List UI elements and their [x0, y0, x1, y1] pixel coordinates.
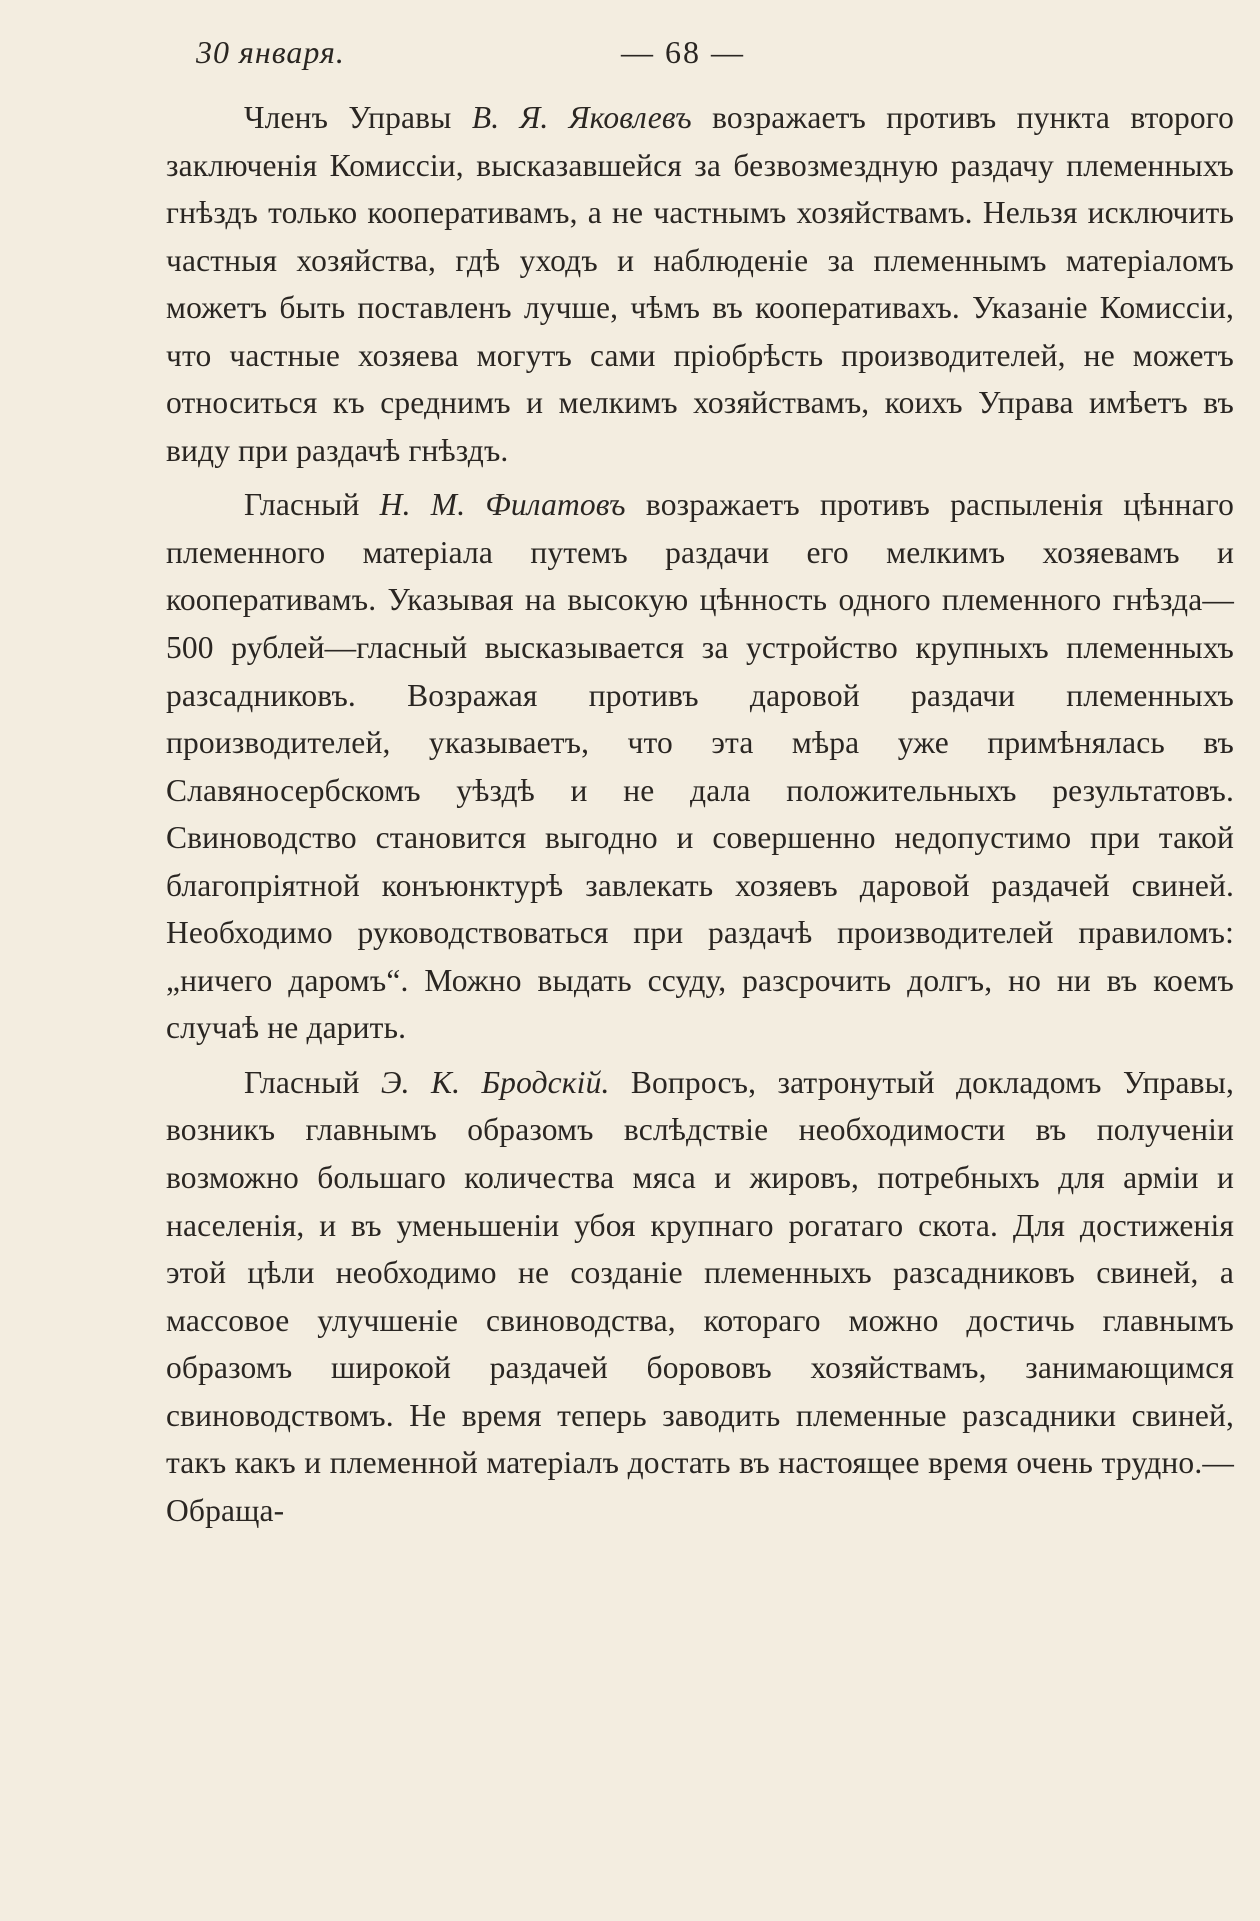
speaker-name: Э. К. Бродскій. — [380, 1064, 610, 1100]
paragraph-yakovlev — [166, 94, 1234, 474]
speaker-name: В. Я. Яковлевъ — [471, 100, 692, 135]
paragraph-text: возражаетъ противъ распыленія цѣннаго племенного матеріала путемъ раздачи его мелкимъ хозяевамъ и кооперативамъ. Указывая на высокую цѣнность одного племенного гнѣзда—500 рублей—гласный высказывается за устройство крупныхъ племенныхъ разсадниковъ. Возражая противъ даровой раздачи племенныхъ производителей, указываетъ, что эта мѣра уже примѣнялась въ Славяносербскомъ уѣздѣ и не дала положительныхъ результатовъ. Свиноводство становится выгодно и совершенно недопустимо при такой благопріятной конъюнктурѣ завлекать хозяевъ даровой раздачей свиней. Необходимо руководствоваться при раздачѣ производителей правиломъ: „ничего даромъ“. Можно выдать ссуду, разсрочить долгъ, но ни въ коемъ случаѣ не дарить. — [166, 487, 1234, 1046]
speaker-title: Гласный — [244, 1064, 381, 1100]
page-number: — 68 — — [621, 34, 745, 70]
body-text — [166, 94, 1234, 1534]
page-header — [166, 34, 1226, 94]
paragraph-brodsky — [166, 1059, 1234, 1534]
speaker-name: Н. М. Филатовъ — [379, 487, 626, 523]
paragraph-filatov — [166, 481, 1234, 1052]
speaker-title: Гласный — [244, 487, 380, 523]
paragraph-text: Вопросъ, затронутый докладомъ Управы, возникъ главнымъ образомъ вслѣдствіе необходимости въ полученіи возможно большаго количества мяса и жировъ, потребныхъ для арміи и населенія, и въ уменьшеніи убоя крупнаго рогатаго скота. Для достиженія этой цѣли необходимо не созданіе племенныхъ разсадниковъ свиней, а массовое улучшеніе свиноводства, котораго можно достичь главнымъ образомъ широкой раздачей борововъ хозяйствамъ, занимающимся свиноводствомъ. Не время теперь заводить племенные разсадники свиней, такъ какъ и племенной матеріалъ достать въ настоящее время очень трудно.—Обраща- — [166, 1064, 1234, 1528]
running-date: 30 января. — [196, 34, 345, 70]
paragraph-text: возражаетъ противъ пункта второго заключенія Комиссіи, высказавшейся за безвозмездную раздачу племенныхъ гнѣздъ только кооперативамъ, а не частнымъ хозяйствамъ. Нельзя исключить частныя хозяйства, гдѣ уходъ и наблюденіе за племеннымъ матеріаломъ можетъ быть поставленъ лучше, чѣмъ въ кооперативахъ. Указаніе Комиссіи, что частные хозяева могутъ сами пріобрѣсть производителей, не можетъ относиться къ среднимъ и мелкимъ хозяйствамъ, коихъ Управа имѣетъ въ виду при раздачѣ гнѣздъ. — [166, 100, 1234, 468]
speaker-title: Членъ Управы — [244, 100, 472, 135]
